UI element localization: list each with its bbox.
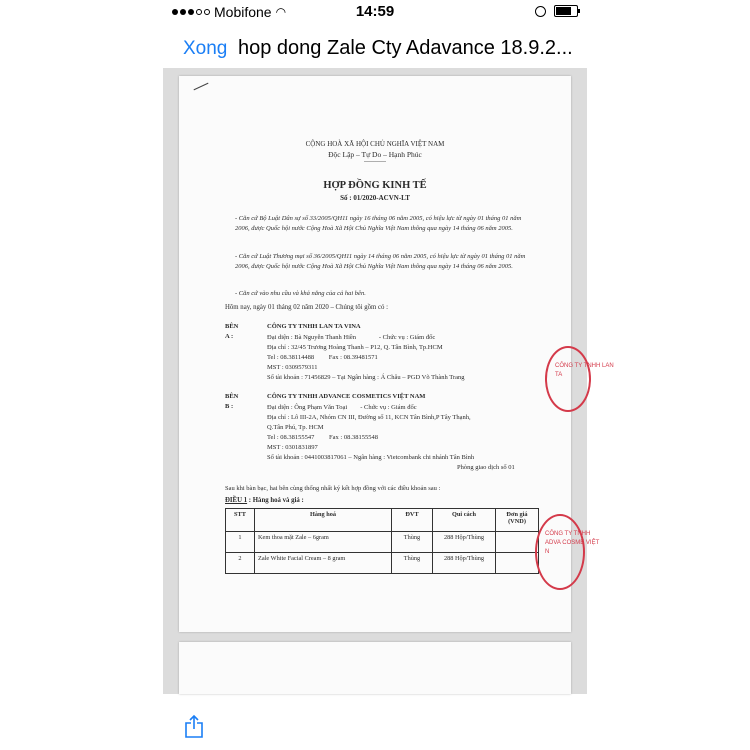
table-header: Qui cách [433,509,496,532]
agreement-text: Sau khi bàn bạc, hai bên cùng thống nhất ký kết hợp đồng với các điều khoản sau : [225,485,441,492]
header-country: CỘNG HOÀ XÃ HỘI CHỦ NGHĨA VIỆT NAM [305,140,445,148]
scan-mark [194,83,209,91]
document-page [179,76,614,632]
party-a-label: BÊN A : [225,323,239,340]
table-cell [496,553,539,574]
table-cell: 288 Hộp/Thùng [433,532,496,553]
table-cell: 2 [226,553,255,574]
clause-heading [225,497,304,504]
party-a-name: CÔNG TY TNHH LAN TA VINA [267,323,361,330]
party-a-rep: Đại diện : Bà Nguyễn Thanh Hiền [267,334,357,341]
status-bar [0,0,750,24]
party-a-tax: MST : 0309579311 [267,364,318,371]
company-stamp-b: CÔNG TY TNHH ADVA COSME VIỆT N [535,514,585,590]
party-b-name: CÔNG TY TNHH ADVANCE COSMETICS VIỆT NAM [267,393,426,400]
party-b-fax: Fax : 08.38155548 [329,434,378,441]
party-a-address: Địa chỉ : 32/45 Trương Hoàng Thanh – P12, Q. Tân Bình, Tp.HCM [267,344,443,351]
status-right [535,5,578,17]
document-viewer[interactable] [163,68,614,694]
status-time: 14:59 [355,3,395,20]
table-cell: Thùng [392,532,433,553]
table-header: Hàng hoá [255,509,392,532]
bottom-toolbar [0,700,750,750]
table-header-row [226,509,539,532]
basis-item: - Căn cứ Bộ Luật Dân sự số 33/2005/QH11 ngày 16 tháng 06 năm 2005, có hiệu lực từ ngày 01 tháng 01 năm 2006, được Quốc hội nước Cộng Hoà Xã Hội Chủ Nghĩa Việt Nam thông qua ngày 14 tháng 06 năm 2005. [235,215,522,232]
done-button[interactable]: Xong [183,38,228,59]
header-motto: Độc Lập – Tự Do – Hạnh Phúc [328,150,422,159]
document-title: hop dong Zale Cty Adavance 18.9.2... [238,37,573,59]
table-cell: Thùng [392,553,433,574]
contract-number: Số : 01/2020-ACVN-LT [340,194,410,202]
battery-icon [554,5,578,17]
party-b-account: Số tài khoản : 0441003817061 – Ngân hàng : Vietcombank chi nhánh Tân Bình [267,454,475,461]
party-b-address: Địa chỉ : Lô III-2A, Nhóm CN III, Đường số 11, KCN Tân Bình,P Tây Thạnh, [267,414,471,421]
party-a-tel: Tel : 08.38114488 [267,354,315,361]
contract-title: HỢP ĐỒNG KINH TẾ [323,180,427,191]
intro-text: Hôm nay, ngày 01 tháng 02 năm 2020 – Chúng tôi gồm có : [225,304,389,311]
party-a-position: - Chức vụ : Giám đốc [378,334,436,341]
share-icon[interactable] [184,714,204,738]
party-b-position: - Chức vụ : Giám đốc [360,404,417,411]
company-stamp-a: CÔNG TY TNHH LAN TA [545,346,591,412]
wifi-icon: ◠ [275,5,287,19]
table-cell: Zale White Facial Cream – 8 gram [255,553,392,574]
table-cell: 288 Hộp/Thùng [433,553,496,574]
table-cell: Kem thoa mặt Zale – 6gram [255,532,392,553]
carrier-name: Mobifone [214,4,272,20]
table-row [226,532,539,553]
party-b-address-cont: Q.Tân Phú, Tp. HCM [267,424,324,431]
goods-table [225,508,539,574]
party-b-rep: Đại diện : Ông Phạm Văn Toại [267,404,348,411]
party-b-label: BÊN B : [225,393,239,410]
table-header: ĐVT [392,509,433,532]
party-a-fax: Fax : 08.39481571 [328,354,378,361]
party-b-account-branch: Phòng giao dịch số 01 [457,464,515,471]
table-row [226,553,539,574]
table-cell [496,532,539,553]
basis-item: - Căn cứ vào nhu cầu và khả năng của cả hai bên. [235,290,366,297]
basis-item: - Căn cứ Luật Thương mại số 36/2005/QH11 ngày 14 tháng 06 năm 2005, có hiệu lực từ ngày 01 tháng 01 năm 2006, được Quốc hội nước Cộng Hoà Xã Hội Chủ Nghĩa Việt Nam thông qua ngày 14 tháng 06 năm 2005. [235,253,526,270]
party-b-tax: MST : 0301831897 [267,444,318,451]
header-divider: ----------- [364,159,386,165]
navigation-bar [0,26,750,70]
next-document-page [179,642,571,694]
clause-title: : Hàng hoá và giá : [247,497,304,504]
party-a-account: Số tài khoản : 71456829 – Tại Ngân hàng : Á Châu – PGD Võ Thành Trang [267,374,465,381]
alarm-icon [535,6,546,17]
table-header: Đơn giá (VND) [496,509,539,532]
clause-label: ĐIỀU 1 [225,497,248,504]
table-cell: 1 [226,532,255,553]
party-b-tel: Tel : 08.38155547 [267,434,315,441]
table-header: STT [226,509,255,532]
